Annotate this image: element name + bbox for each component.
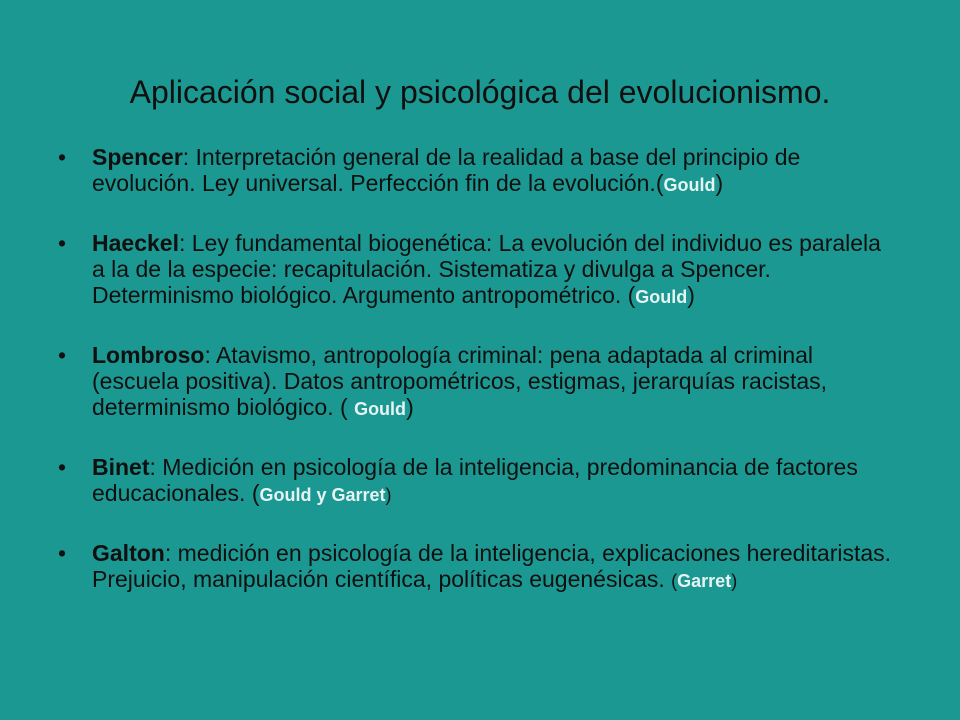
closing-paren: ) xyxy=(406,394,414,420)
bullet-icon: • xyxy=(58,454,67,480)
closing-paren: ) xyxy=(385,485,392,505)
reference-label: Gould y Garret xyxy=(259,485,386,505)
bullet-icon: • xyxy=(58,144,67,170)
list-item-galton xyxy=(58,540,898,594)
item-text: : medición en psicología de la inteligencia, explicaciones hereditaristas. Prejuicio, manipulación científica, políticas eugenésicas. xyxy=(92,540,892,592)
list-item-spencer xyxy=(58,144,898,198)
item-text: : Medición en psicología de la inteligencia, predominancia de factores educacionales. ( xyxy=(92,454,858,506)
closing-paren: ) xyxy=(687,282,695,308)
item-text: : Ley fundamental biogenética: La evolución del individuo es paralela a la de la especie: recapitulación. Sistematiza y divulga a Spencer. Determinismo biológico. Argumento antropométrico. ( xyxy=(92,230,881,308)
list-item-binet xyxy=(58,454,898,508)
list-item-lombroso xyxy=(58,342,898,422)
bullet-list xyxy=(58,144,898,626)
author-name: Galton xyxy=(92,540,165,566)
closing-paren: ) xyxy=(715,170,724,196)
bullet-icon: • xyxy=(58,540,67,566)
author-name: Spencer xyxy=(92,144,183,170)
slide-title: Aplicación social y psicológica del evolucionismo. xyxy=(129,74,831,110)
item-text: : Atavismo, antropología criminal: pena adaptada al criminal (escuela positiva). Datos antropométricos, estigmas, jerarquías racistas, determinismo biológico. ( xyxy=(92,342,828,420)
author-name: Lombroso xyxy=(92,342,205,368)
author-name: Binet xyxy=(92,454,150,480)
reference-label: Gould xyxy=(663,175,716,195)
bullet-icon: • xyxy=(58,342,67,368)
author-name: Haeckel xyxy=(92,230,179,256)
reference-label: Garret xyxy=(677,571,732,591)
bullet-icon: • xyxy=(58,230,67,256)
opening-paren: ( xyxy=(671,571,678,591)
item-text: : Interpretación general de la realidad a base del principio de evolución. Ley universal. Perfección fin de la evolución.( xyxy=(92,144,801,196)
reference-label: Gould xyxy=(635,287,688,307)
reference-label: Gould xyxy=(354,399,407,419)
closing-paren: ) xyxy=(731,571,738,591)
list-item-haeckel xyxy=(58,230,898,310)
